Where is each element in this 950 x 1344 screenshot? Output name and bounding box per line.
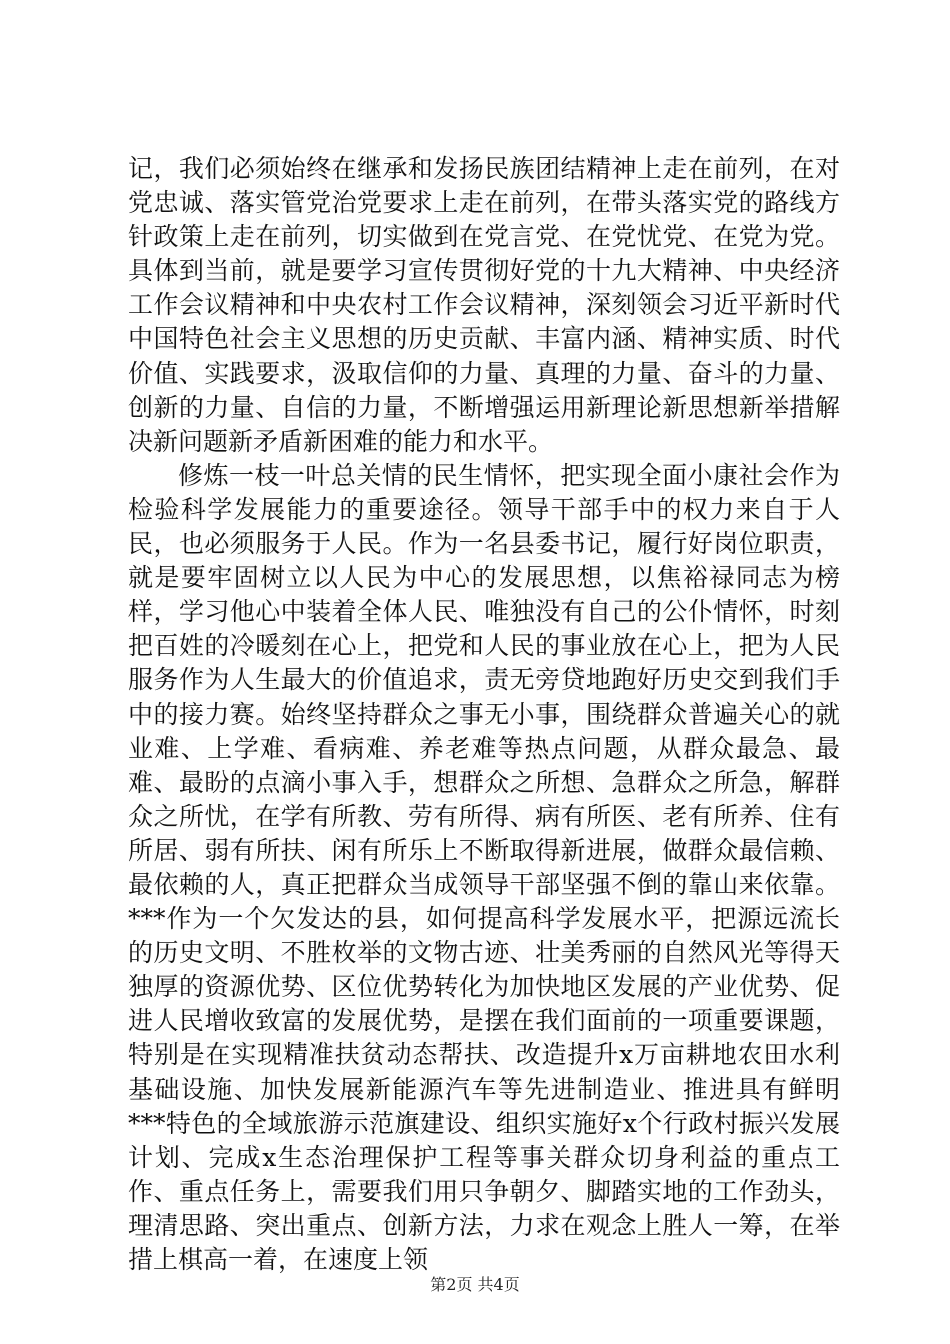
document-body <box>128 152 840 1277</box>
page-footer: 第2页 共4页 <box>430 1275 520 1294</box>
paragraph-continued: 记，我们必须始终在继承和发扬民族团结精神上走在前列，在对党忠诚、落实管党治党要求上走在前列，在带头落实党的路线方针政策上走在前列，切实做到在党言党、在党忧党、在党为党。具体到当前，就是要学习宣传贯彻好党的十九大精神、中央经济工作会议精神和中央农村工作会议精神，深刻领会习近平新时代中国特色社会主义思想的历史贡献、丰富内涵、精神实质、时代价值、实践要求，汲取信仰的力量、真理的力量、奋斗的力量、创新的力量、自信的力量，不断增强运用新理论新思想新举措解决新问题新矛盾新困难的能力和水平。 <box>128 154 840 456</box>
paragraph-livelihood: 修炼一枝一叶总关情的民生情怀，把实现全面小康社会作为检验科学发展能力的重要途径。领导干部手中的权力来自于人民，也必须服务于人民。作为一名县委书记，履行好岗位职责，就是要牢固树立以人民为中心的发展思想，以焦裕禄同志为榜样，学习他心中装着全体人民、唯独没有自己的公仆情怀，时刻把百姓的冷暖刻在心上，把党和人民的事业放在心上，把为人民服务作为人生最大的价值追求，责无旁贷地跑好历史交到我们手中的接力赛。始终坚持群众之事无小事，围绕群众普遍关心的就业难、上学难、看病难、养老难等热点问题，从群众最急、最难、最盼的点滴小事入手，想群众之所想、急群众之所急，解群众之所忧，在学有所教、劳有所得、病有所医、老有所养、住有所居、弱有所扶、闲有所乐上不断取得新进展，做群众最信赖、最依赖的人，真正把群众当成领导干部坚强不倒的靠山来依靠。***作为一个欠发达的县，如何提高科学发展水平，把源远流长的历史文明、不胜枚举的文物古迹、壮美秀丽的自然风光等得天独厚的资源优势、区位优势转化为加快地区发展的产业优势、促进人民增收致富的发展优势，是摆在我们面前的一项重要课题，特别是在实现精准扶贫动态帮扶、改造提升x万亩耕地农田水利基础设施、加快发展新能源汽车等先进制造业、推进具有鲜明***特色的全域旅游示范旗建设、组织实施好x个行政村振兴发展计划、完成x生态治理保护工程等事关群众切身利益的重点工作、重点任务上，需要我们用只争朝夕、脚踏实地的工作劲头，理清思路、突出重点、创新方法，力求在观念上胜人一筹，在举措上棋高一着，在速度上领 <box>128 460 840 1274</box>
